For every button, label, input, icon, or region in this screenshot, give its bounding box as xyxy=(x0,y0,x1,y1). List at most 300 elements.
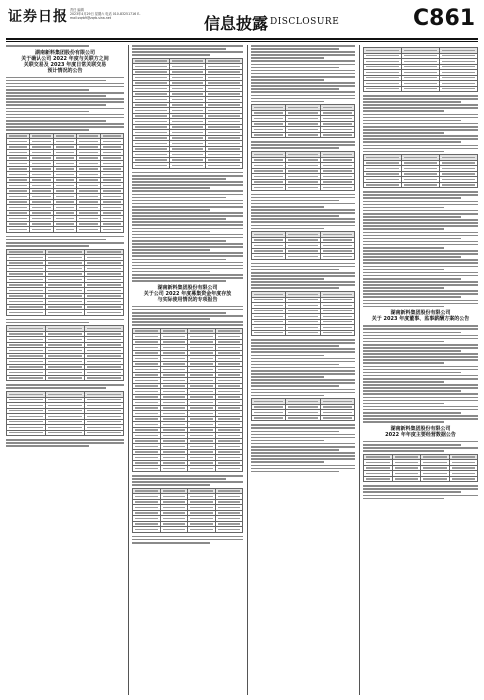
text-line xyxy=(363,384,478,386)
text-line xyxy=(363,269,444,271)
announcement-title xyxy=(363,426,478,438)
text-line xyxy=(251,370,355,372)
table-cell xyxy=(7,227,30,233)
text-line xyxy=(6,129,89,131)
column-divider xyxy=(359,45,360,695)
text-line xyxy=(132,200,243,202)
text-line xyxy=(363,232,478,234)
data-table xyxy=(132,58,243,169)
text-line xyxy=(251,225,355,227)
text-line xyxy=(363,421,444,423)
table-row xyxy=(133,527,243,533)
text-line xyxy=(363,101,461,103)
table-cell xyxy=(402,86,440,92)
text-line xyxy=(251,203,355,205)
text-line xyxy=(251,51,355,53)
text-line xyxy=(363,238,461,240)
data-table xyxy=(251,231,355,260)
text-line xyxy=(132,48,226,50)
text-line xyxy=(251,215,339,217)
text-line xyxy=(363,350,461,352)
table-cell xyxy=(7,430,46,436)
table-cell xyxy=(320,185,354,191)
text-line xyxy=(363,266,478,268)
table-cell xyxy=(440,86,478,92)
text-line xyxy=(251,194,355,196)
text-line xyxy=(251,266,355,268)
table-row xyxy=(7,227,124,233)
column-1 xyxy=(6,45,124,695)
table-cell xyxy=(364,86,402,92)
text-line xyxy=(132,175,243,177)
table-cell xyxy=(252,330,286,336)
table-cell xyxy=(100,227,123,233)
text-line xyxy=(363,287,444,289)
table-row xyxy=(252,185,355,191)
table-cell xyxy=(133,527,161,533)
column-divider xyxy=(247,45,248,695)
text-line xyxy=(132,271,210,273)
text-line xyxy=(132,265,243,267)
text-line xyxy=(6,123,124,125)
text-line xyxy=(251,424,355,426)
text-line xyxy=(363,403,444,405)
data-table xyxy=(6,249,124,316)
text-line xyxy=(251,443,355,445)
data-table xyxy=(251,151,355,191)
text-line xyxy=(363,335,478,337)
text-line xyxy=(132,481,243,483)
text-line xyxy=(363,369,478,371)
text-line xyxy=(132,231,210,233)
text-line xyxy=(6,92,124,94)
text-line xyxy=(251,82,355,84)
text-line xyxy=(363,378,478,380)
text-line xyxy=(363,450,444,452)
text-line xyxy=(132,539,243,541)
text-line xyxy=(363,138,478,140)
text-line xyxy=(363,332,461,334)
announcement-title xyxy=(363,310,478,322)
text-line xyxy=(363,296,461,298)
text-line xyxy=(363,447,478,449)
table-row xyxy=(364,476,478,482)
text-line xyxy=(251,79,324,81)
column-divider xyxy=(128,45,129,695)
text-line xyxy=(6,126,124,128)
text-line xyxy=(6,245,89,247)
text-line xyxy=(363,397,478,399)
text-line xyxy=(251,67,339,69)
announcement-title xyxy=(6,50,124,74)
table-cell xyxy=(133,466,161,472)
text-line xyxy=(363,126,478,128)
table-cell xyxy=(320,415,354,421)
text-line xyxy=(251,228,324,230)
company-name: 湖南新料集团股份有限公司 xyxy=(390,425,451,432)
text-line xyxy=(363,300,478,302)
text-line xyxy=(363,275,478,277)
text-line xyxy=(363,241,478,243)
table-cell xyxy=(160,466,188,472)
table-cell xyxy=(169,163,206,169)
text-line xyxy=(363,135,478,137)
text-line xyxy=(251,147,339,149)
column-3 xyxy=(251,45,355,695)
text-line xyxy=(363,132,444,134)
text-line xyxy=(6,442,124,444)
text-line xyxy=(363,491,461,493)
table-row xyxy=(252,254,355,260)
column-4 xyxy=(363,45,478,695)
text-line xyxy=(132,184,243,186)
text-line xyxy=(363,201,478,203)
text-line xyxy=(251,339,355,341)
text-line xyxy=(251,57,324,59)
text-line xyxy=(251,284,355,286)
data-table xyxy=(132,328,243,472)
text-line xyxy=(363,390,461,392)
table-cell xyxy=(85,375,124,381)
table-cell xyxy=(320,254,354,260)
text-line xyxy=(132,274,243,276)
text-line xyxy=(132,315,243,317)
text-line xyxy=(251,212,355,214)
text-line xyxy=(251,95,355,97)
data-table xyxy=(6,325,124,381)
text-line xyxy=(363,262,478,264)
table-cell xyxy=(364,182,402,188)
text-line xyxy=(6,117,124,119)
text-line xyxy=(251,373,355,375)
text-line xyxy=(251,379,355,381)
text-line xyxy=(363,372,461,374)
text-line xyxy=(251,382,355,384)
text-line xyxy=(251,455,355,457)
table-row xyxy=(252,330,355,336)
text-line xyxy=(251,449,339,451)
text-line xyxy=(132,255,243,257)
data-table xyxy=(363,47,478,92)
text-line xyxy=(6,120,106,122)
text-line xyxy=(251,345,339,347)
text-line xyxy=(251,101,324,103)
text-line xyxy=(363,210,478,212)
text-line xyxy=(251,272,355,274)
table-cell xyxy=(215,466,243,472)
text-line xyxy=(6,319,124,321)
text-line xyxy=(6,445,89,447)
text-line xyxy=(363,110,444,112)
text-line xyxy=(251,376,324,378)
text-line xyxy=(251,358,355,360)
text-line xyxy=(251,395,324,397)
text-line xyxy=(251,54,355,56)
data-table xyxy=(251,398,355,421)
text-line xyxy=(132,246,243,248)
text-line xyxy=(251,452,355,454)
text-line xyxy=(6,80,106,82)
title-line: 关联交易及 2023 年度日常关联交易 xyxy=(23,61,107,68)
text-line xyxy=(132,268,243,270)
text-line xyxy=(251,361,355,363)
text-line xyxy=(6,95,106,97)
text-line xyxy=(363,328,478,330)
text-line xyxy=(132,252,243,254)
text-line xyxy=(363,145,478,147)
section-title: 信息披露 xyxy=(204,14,269,33)
text-line xyxy=(6,98,124,100)
text-line xyxy=(363,488,478,490)
table-cell xyxy=(85,310,124,316)
text-line xyxy=(6,242,124,244)
text-line xyxy=(363,290,478,292)
text-line xyxy=(363,393,478,395)
table-cell xyxy=(320,330,354,336)
text-line xyxy=(132,262,243,264)
text-line xyxy=(363,441,478,443)
text-line xyxy=(363,400,478,402)
text-line xyxy=(6,111,89,113)
table-cell xyxy=(252,415,286,421)
text-line xyxy=(6,101,124,103)
text-line xyxy=(251,465,355,467)
text-line xyxy=(132,536,243,538)
text-line xyxy=(363,375,478,377)
table-cell xyxy=(252,132,286,138)
text-line xyxy=(363,303,478,305)
table-cell xyxy=(133,163,170,169)
text-line xyxy=(251,278,324,280)
text-line xyxy=(363,418,478,420)
table-cell xyxy=(160,527,188,533)
text-line xyxy=(251,206,324,208)
text-line xyxy=(363,117,478,119)
text-line xyxy=(363,107,478,109)
text-line xyxy=(251,434,355,436)
table-cell xyxy=(286,254,320,260)
text-line xyxy=(363,114,478,116)
title-line: 2022 年年度主要经营数据公告 xyxy=(385,431,456,438)
table-cell xyxy=(77,227,100,233)
title-line: 关于确认公司 2022 年度与关联方之间 xyxy=(21,55,109,62)
text-line xyxy=(363,356,478,358)
table-cell xyxy=(46,430,85,436)
text-line xyxy=(132,237,243,239)
text-line xyxy=(363,325,478,327)
text-line xyxy=(251,64,355,66)
table-cell xyxy=(85,430,124,436)
text-line xyxy=(363,253,478,255)
text-line xyxy=(132,194,243,196)
text-line xyxy=(132,221,243,223)
table-cell xyxy=(286,330,320,336)
text-line xyxy=(251,364,339,366)
text-line xyxy=(132,475,243,477)
text-line xyxy=(251,348,355,350)
text-line xyxy=(363,219,478,221)
text-line xyxy=(6,89,89,91)
text-line xyxy=(6,108,124,110)
text-line xyxy=(251,440,324,442)
table-cell xyxy=(252,185,286,191)
data-table xyxy=(132,488,243,533)
text-line xyxy=(251,141,355,143)
text-line xyxy=(363,95,478,97)
data-table xyxy=(6,133,124,233)
text-line xyxy=(132,181,243,183)
data-table xyxy=(6,391,124,436)
text-line xyxy=(251,221,355,223)
text-line xyxy=(251,431,339,433)
text-line xyxy=(363,412,461,414)
text-line xyxy=(251,355,324,357)
text-line xyxy=(363,129,478,131)
table-row xyxy=(7,375,124,381)
table-row xyxy=(133,163,243,169)
table-row xyxy=(7,430,124,436)
text-line xyxy=(363,225,478,227)
text-line xyxy=(6,236,124,238)
text-line xyxy=(251,218,355,220)
text-line xyxy=(251,275,355,277)
text-line xyxy=(132,218,226,220)
text-line xyxy=(251,144,355,146)
text-line xyxy=(132,224,243,226)
text-line xyxy=(363,228,444,230)
text-line xyxy=(363,341,444,343)
table-cell xyxy=(188,527,216,533)
text-line xyxy=(251,197,355,199)
text-line xyxy=(132,190,243,192)
text-line xyxy=(132,484,210,486)
text-line xyxy=(251,263,355,265)
table-cell xyxy=(286,185,320,191)
text-line xyxy=(132,187,210,189)
table-cell xyxy=(320,132,354,138)
title-line: 预计情况的公告 xyxy=(47,67,83,74)
text-line xyxy=(132,197,226,199)
masthead-meta-line: 责任 编辑 xyxy=(70,8,84,12)
masthead xyxy=(0,0,484,40)
text-line xyxy=(363,235,478,237)
table-cell xyxy=(206,163,243,169)
text-line xyxy=(363,381,444,383)
text-line xyxy=(363,213,478,215)
text-line xyxy=(6,77,124,79)
text-line xyxy=(363,284,478,286)
company-name: 湖南新料集团股份有限公司 xyxy=(34,49,95,56)
text-line xyxy=(6,114,124,116)
text-line xyxy=(132,240,226,242)
text-line xyxy=(251,468,355,470)
text-line xyxy=(363,409,478,411)
text-line xyxy=(251,70,355,72)
text-line xyxy=(251,88,339,90)
text-line xyxy=(251,60,355,62)
text-line xyxy=(251,200,339,202)
text-line xyxy=(132,215,243,217)
table-cell xyxy=(286,415,320,421)
text-line xyxy=(132,234,243,236)
title-line: 关于 2023 年度董事、监事薪酬方案的公告 xyxy=(371,316,470,323)
text-line xyxy=(251,98,355,100)
data-table xyxy=(363,454,478,483)
text-line xyxy=(363,406,478,408)
table-cell xyxy=(188,466,216,472)
table-row xyxy=(364,86,478,92)
text-line xyxy=(6,45,89,47)
text-line xyxy=(132,306,243,308)
table-cell xyxy=(46,310,85,316)
text-line xyxy=(251,91,355,93)
text-line xyxy=(6,322,89,324)
table-cell xyxy=(30,227,53,233)
text-line xyxy=(251,446,355,448)
text-line xyxy=(363,191,478,193)
text-line xyxy=(251,471,339,473)
table-cell xyxy=(7,375,46,381)
text-line xyxy=(132,312,226,314)
text-line xyxy=(363,104,478,106)
text-line xyxy=(251,209,355,211)
text-line xyxy=(363,123,478,125)
text-line xyxy=(251,281,355,283)
text-line xyxy=(363,216,461,218)
text-line xyxy=(132,243,243,245)
text-line xyxy=(251,389,355,391)
text-line xyxy=(251,73,355,75)
text-line xyxy=(363,250,478,252)
text-line xyxy=(132,209,210,211)
company-name: 湖南新料集团股份有限公司 xyxy=(390,310,451,317)
text-line xyxy=(363,338,478,340)
text-line xyxy=(132,309,243,311)
page-number: C861 xyxy=(413,6,476,31)
text-line xyxy=(363,259,478,261)
table-row xyxy=(252,415,355,421)
text-line xyxy=(363,344,478,346)
text-line xyxy=(363,387,478,389)
text-line xyxy=(132,172,243,174)
text-line xyxy=(363,347,478,349)
text-line xyxy=(6,387,106,389)
text-line xyxy=(6,86,124,88)
text-line xyxy=(132,542,210,544)
text-line xyxy=(251,45,355,47)
text-line xyxy=(251,392,355,394)
text-line xyxy=(363,204,478,206)
text-line xyxy=(6,104,106,106)
text-line xyxy=(363,353,478,355)
text-line xyxy=(132,45,243,47)
table-cell xyxy=(53,227,76,233)
text-line xyxy=(251,269,339,271)
text-line xyxy=(363,415,478,417)
column-2 xyxy=(132,45,243,695)
text-line xyxy=(132,203,243,205)
announcement-title xyxy=(132,285,243,303)
table-cell xyxy=(440,182,478,188)
text-line xyxy=(251,385,339,387)
text-line xyxy=(363,120,461,122)
title-line: 与实际使用情况的专项报告 xyxy=(157,296,218,303)
text-line xyxy=(251,367,355,369)
data-table xyxy=(363,154,478,188)
header-rule xyxy=(6,38,478,40)
text-line xyxy=(132,321,243,323)
text-line xyxy=(251,76,355,78)
